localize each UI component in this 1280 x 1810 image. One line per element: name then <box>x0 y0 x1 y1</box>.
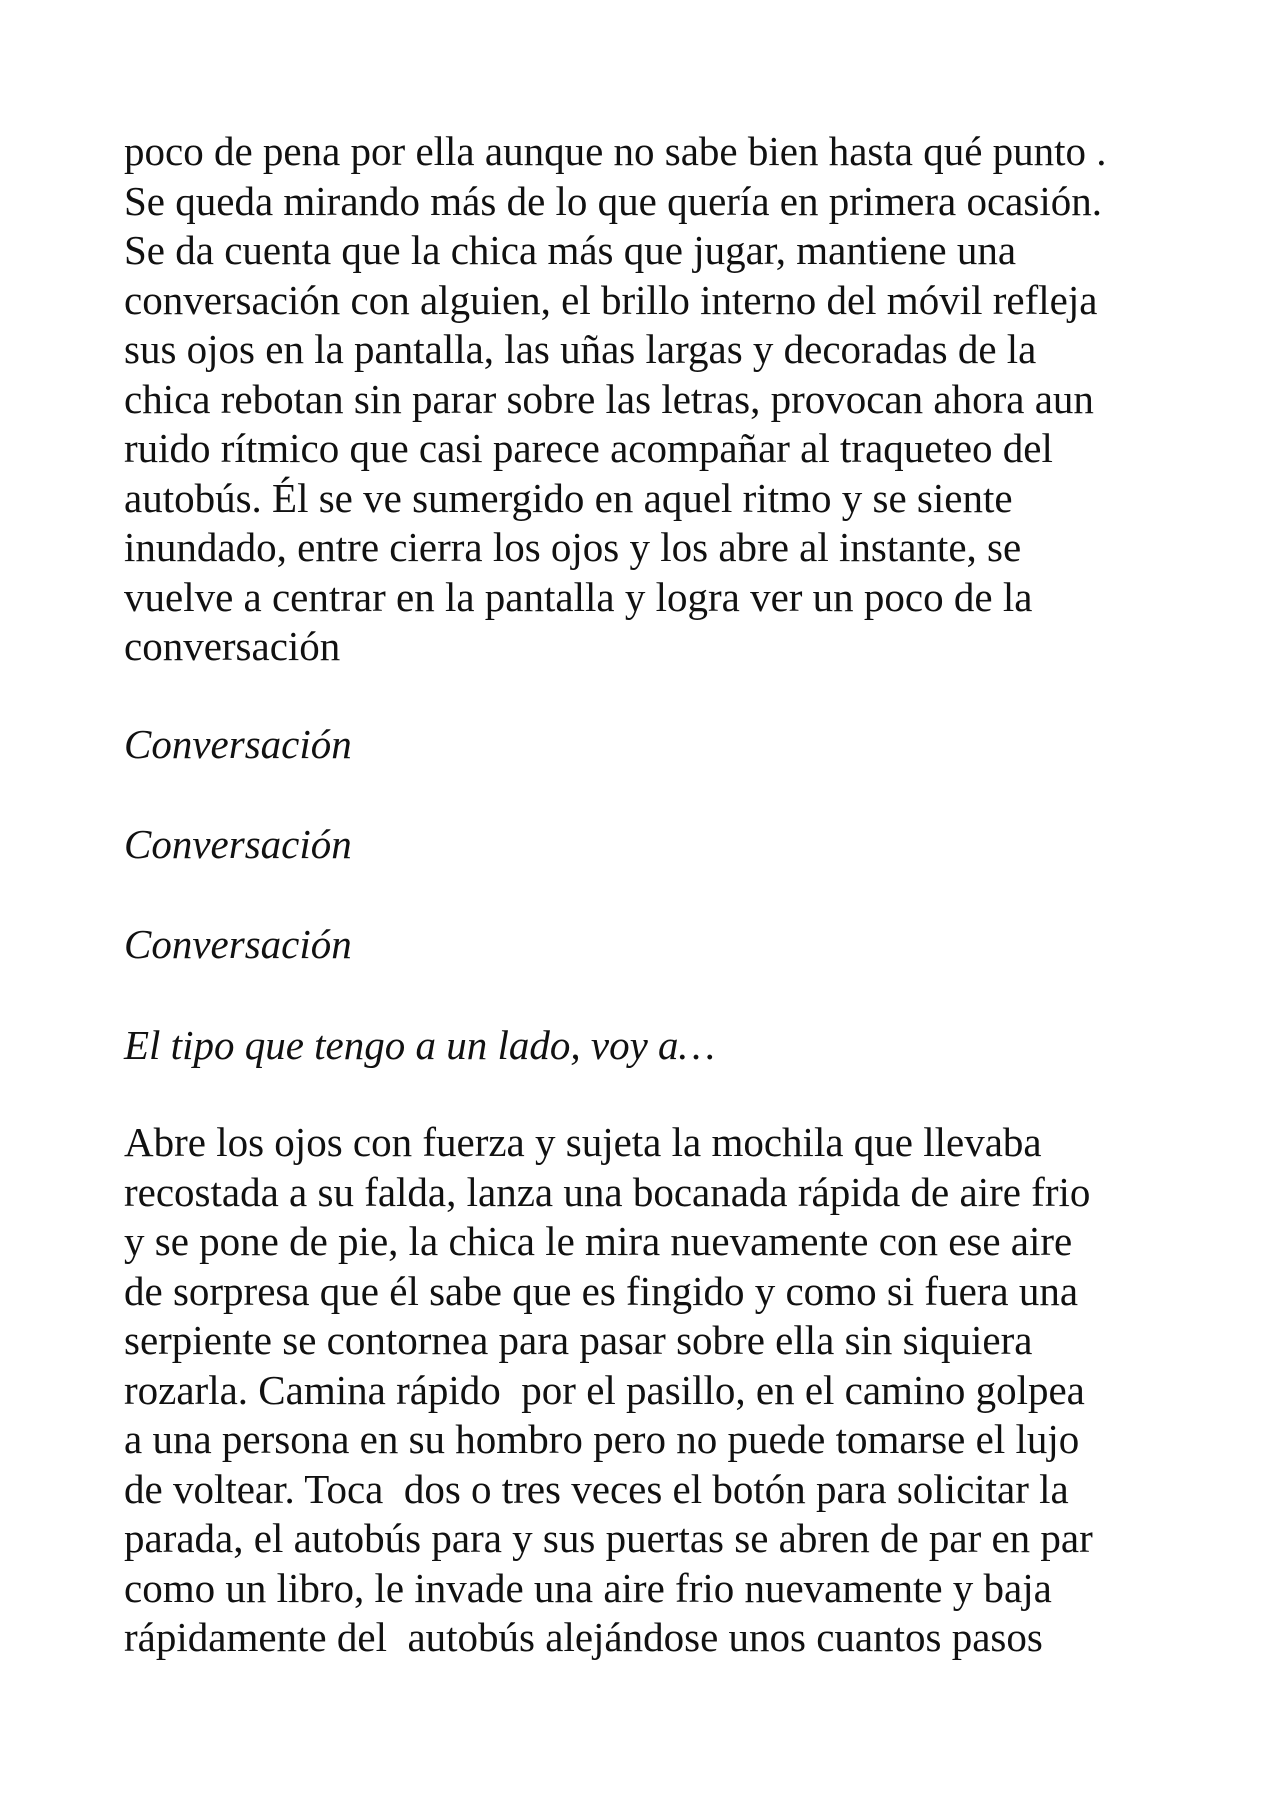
paragraph-1-line: chica rebotan sin parar sobre las letras, provocan ahora aun <box>124 375 1094 422</box>
paragraph-1-line: autobús. Él se ve sumergido en aquel ritmo y se siente <box>124 474 1013 521</box>
paragraph-2-line: rápidamente del autobús alejándose unos cuantos pasos <box>124 1614 1043 1660</box>
paragraph-2-line: a una persona en su hombro pero no puede tomarse el lujo <box>124 1416 1080 1462</box>
italic-line-conversacion-1: Conversación <box>124 721 352 767</box>
paragraph-2-line: rozarla. Camina rápido por el pasillo, en el camino golpea <box>124 1366 1085 1413</box>
paragraph-1-line: vuelve a centrar en la pantalla y logra ver un poco de la <box>124 573 1033 620</box>
italic-line-message: El tipo que tengo a un lado, voy a… <box>124 1022 715 1068</box>
paragraph-1-line: Se da cuenta que la chica más que jugar, mantiene una <box>124 227 1017 273</box>
paragraph-2-line: como un libro, le invade una aire frio nuevamente y baja <box>124 1564 1052 1611</box>
paragraph-2-line: serpiente se contornea para pasar sobre ella sin siquiera <box>124 1317 1033 1363</box>
paragraph-2-line: Abre los ojos con fuerza y sujeta la mochila que llevaba <box>124 1119 1042 1165</box>
paragraph-1-line: Se queda mirando más de lo que quería en primera ocasión. <box>124 177 1102 224</box>
paragraph-1-line: inundado, entre cierra los ojos y los abre al instante, se <box>124 524 1022 570</box>
paragraph-1-line: conversación con alguien, el brillo interno del móvil refleja <box>124 276 1098 323</box>
italic-line-conversacion-3: Conversación <box>124 921 352 967</box>
paragraph-2 <box>124 1118 1234 1663</box>
paragraph-2-line: recostada a su falda, lanza una bocanada rápida de aire frio <box>124 1168 1091 1215</box>
paragraph-2-line: y se pone de pie, la chica le mira nuevamente con ese aire <box>124 1218 1073 1264</box>
paragraph-1 <box>124 127 1234 672</box>
paragraph-1-line: conversación <box>124 623 341 669</box>
italic-line-conversacion-2: Conversación <box>124 821 352 867</box>
paragraph-1-line: ruido rítmico que casi parece acompañar al traqueteo del <box>124 425 1053 471</box>
paragraph-2-line: de voltear. Toca dos o tres veces el botón para solicitar la <box>124 1465 1069 1512</box>
paragraph-1-line: sus ojos en la pantalla, las uñas largas y decoradas de la <box>124 326 1037 372</box>
paragraph-1-line: poco de pena por ella aunque no sabe bien hasta qué punto . <box>124 128 1107 174</box>
paragraph-2-line: de sorpresa que él sabe que es fingido y como si fuera una <box>124 1267 1079 1314</box>
paragraph-2-line: parada, el autobús para y sus puertas se abren de par en par <box>124 1515 1093 1561</box>
